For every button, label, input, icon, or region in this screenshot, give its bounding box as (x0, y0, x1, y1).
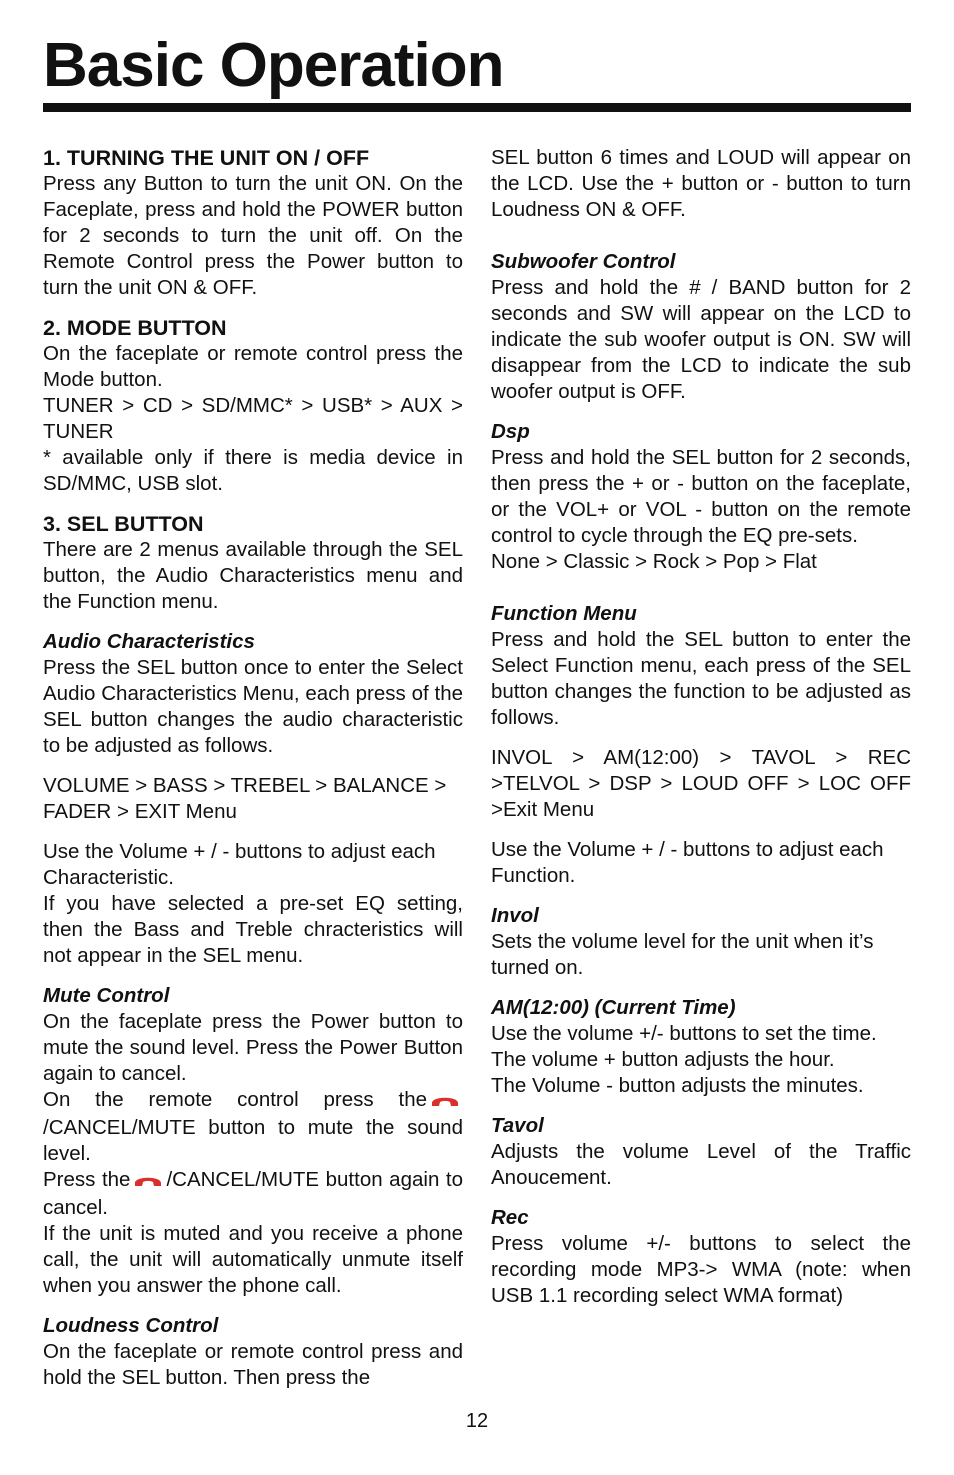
function-sequence: INVOL > AM(12:00) > TAVOL > REC >TELVOL > DSP > LOUD OFF > LOC OFF >Exit Menu (491, 746, 911, 821)
time-body-1: Use the volume +/- buttons to set the time. (491, 1022, 877, 1045)
subheading-function: Function Menu (491, 602, 637, 625)
subheading-dsp: Dsp (491, 420, 530, 443)
function-use: Use the Volume + / - buttons to adjust each Function. (491, 838, 884, 887)
subheading-tavol: Tavol (491, 1114, 544, 1137)
page-title: Basic Operation (43, 31, 504, 100)
page-number: 12 (465, 1410, 489, 1432)
loudness-body-cont: SEL button 6 times and LOUD will appear on the LCD. Use the + button or - button to turn Loudness ON & OFF. (491, 146, 911, 221)
function-body: Press and hold the SEL button to enter the Select Function menu, each press of the SEL button changes the function to be adjusted as follows. (491, 628, 911, 729)
time-body-3: The Volume - button adjusts the minutes. (491, 1074, 864, 1097)
subheading-audio: Audio Characteristics (43, 630, 255, 653)
subwoofer-body: Press and hold the # / BAND button for 2 seconds and SW will appear on the LCD to indicate the sub woofer output is ON. SW will disappear from the LCD to indicate the sub woofer output is OFF. (491, 276, 911, 403)
mode-sequence: TUNER > CD > SD/MMC* > USB* > AUX > TUNER (43, 394, 463, 443)
right-column (491, 145, 911, 1309)
mute-body-faceplate: On the faceplate press the Power button to mute the sound level. Press the Power Button again to cancel. (43, 1010, 463, 1085)
title-rule (43, 103, 911, 112)
section-heading-power: 1. TURNING THE UNIT ON / OFF (43, 146, 370, 170)
rec-body: Press volume +/- buttons to select the recording mode MP3-> WMA (note: when USB 1.1 recording select WMA format) (491, 1232, 911, 1307)
section-heading-sel: 3. SEL BUTTON (43, 512, 204, 536)
dsp-body: Press and hold the SEL button for 2 seconds, then press the + or - button on the faceplate, or the VOL+ or VOL - button on the remote control to cycle through the EQ pre-sets. (491, 446, 911, 547)
audio-note: If you have selected a pre-set EQ setting, then the Bass and Treble chracteristics will not appear in the SEL menu. (43, 892, 463, 967)
subheading-current-time: AM(12:00) (Current Time) (491, 996, 736, 1019)
section-body-power: Press any Button to turn the unit ON. On the Faceplate, press and hold the POWER button for 2 seconds to turn the unit off. On the Remote Control press the Power button to turn the unit ON & OFF. (43, 172, 463, 299)
subheading-loudness: Loudness Control (43, 1314, 219, 1337)
sel-body: There are 2 menus available through the SEL button, the Audio Characteristics menu and the Function menu. (43, 538, 463, 613)
subheading-invol: Invol (491, 904, 539, 927)
subheading-subwoofer: Subwoofer Control (491, 250, 676, 273)
section-heading-mode: 2. MODE BUTTON (43, 316, 227, 340)
loudness-body: On the faceplate or remote control press and hold the SEL button. Then press the (43, 1340, 463, 1389)
audio-body: Press the SEL button once to enter the Select Audio Characteristics Menu, each press of the SEL button changes the audio characteristic to be adjusted as follows. (43, 656, 463, 757)
mute-body-remote: On the remote control press the/CANCEL/MUTE button to mute the sound level. (43, 1088, 463, 1165)
audio-sequence: VOLUME > BASS > TREBEL > BALANCE > FADER > EXIT Menu (43, 774, 447, 823)
left-column (43, 145, 463, 1391)
mute-body-cancel: Press the /CANCEL/MUTE button again to cancel. (43, 1168, 463, 1219)
subheading-rec: Rec (491, 1206, 529, 1229)
mode-body: On the faceplate or remote control press the Mode button. (43, 342, 463, 391)
phone-handset-icon (133, 1169, 163, 1195)
audio-use: Use the Volume + / - buttons to adjust each Characteristic. (43, 840, 436, 889)
time-body-2: The volume + button adjusts the hour. (491, 1048, 835, 1071)
tavol-body: Adjusts the volume Level of the Traffic Anoucement. (491, 1140, 911, 1189)
mute-body-phone: If the unit is muted and you receive a phone call, the unit will automatically unmute itself when you answer the phone call. (43, 1222, 463, 1297)
subheading-mute: Mute Control (43, 984, 170, 1007)
mode-footnote: * available only if there is media device in SD/MMC, USB slot. (43, 446, 463, 495)
dsp-sequence: None > Classic > Rock > Pop > Flat (491, 550, 817, 573)
invol-body: Sets the volume level for the unit when it’s turned on. (491, 930, 874, 979)
phone-handset-icon (430, 1089, 460, 1115)
